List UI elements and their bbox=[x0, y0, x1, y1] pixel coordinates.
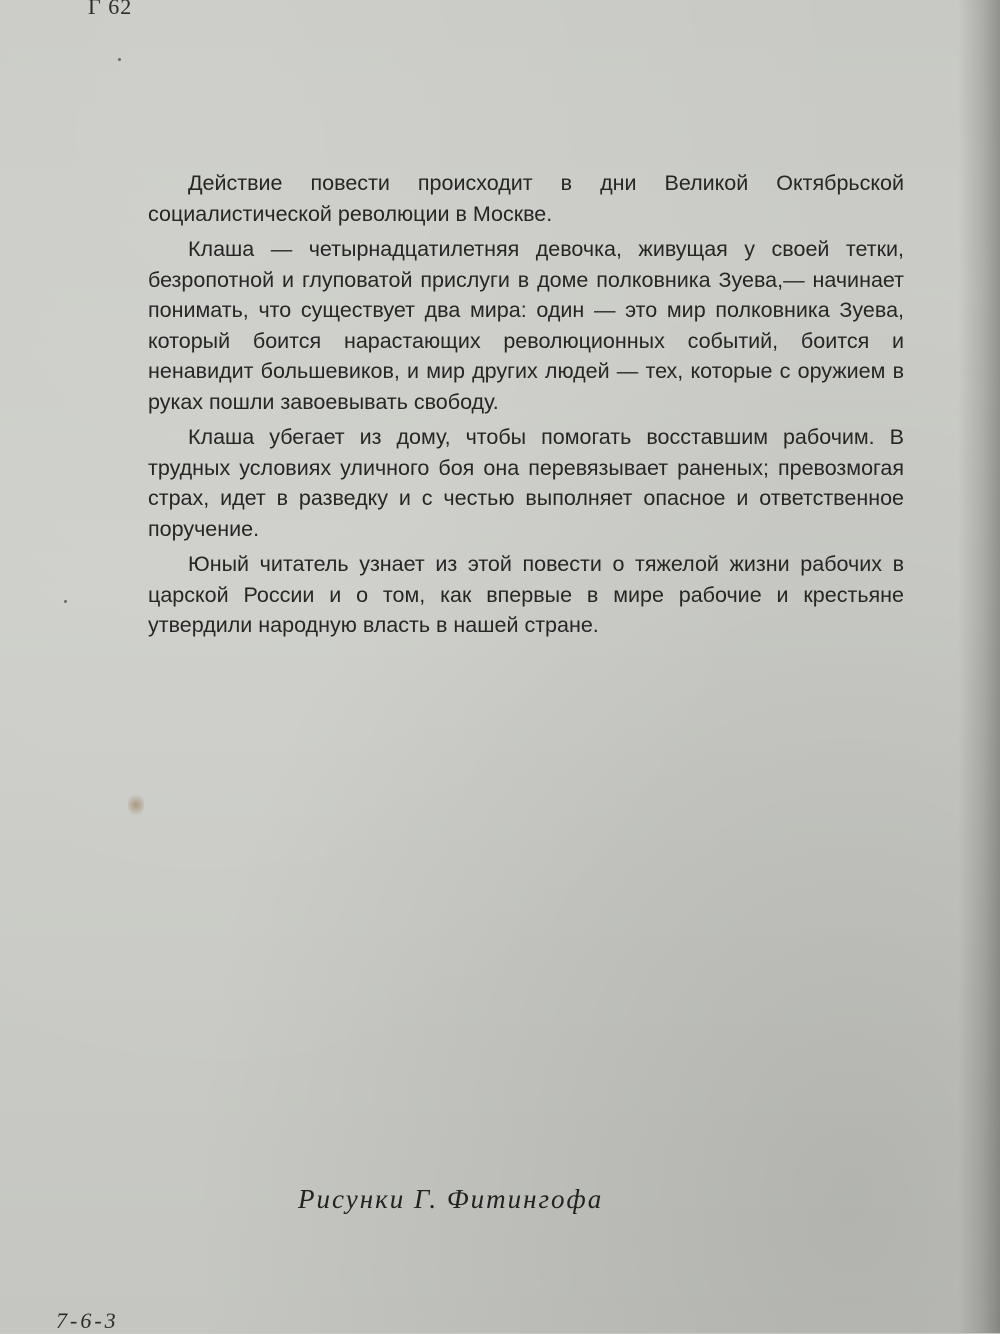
annotation-paragraph: Юный читатель узнает из этой повести о тяжелой жизни рабочих в царской России и о том, как впервые в мире рабочие и крестьяне утвердили народную власть в нашей стране. bbox=[148, 552, 904, 637]
book-annotation bbox=[148, 168, 904, 646]
library-index-code: Г 62 bbox=[88, 0, 133, 19]
paper-speck bbox=[64, 600, 67, 603]
annotation-paragraph: Действие повести происходит в дни Великой Октябрьской социалистической революции в Москве. bbox=[148, 171, 904, 226]
page-edge-shadow bbox=[958, 0, 1000, 1333]
paper-stain bbox=[128, 792, 144, 818]
annotation-paragraph: Клаша убегает из дому, чтобы помогать восставшим рабочим. В трудных условиях уличного боя она перевязывает раненых; превозмогая страх, идет в разведку и с честью выполняет опасное и ответственное поручение. bbox=[148, 425, 904, 541]
print-code: 7-6-3 bbox=[56, 1308, 119, 1333]
annotation-paragraph: Клаша — четырнадцатилетняя девочка, живущая у своей тетки, безропотной и глуповатой прислуги в доме полковника Зуева,— начинает понимать, что существует два мира: один — это мир полковника Зуева, который боится нарастающих революционных событий, боится и ненавидит большевиков, и мир других людей — тех, которые с оружием в руках пошли завоевывать свободу. bbox=[148, 237, 904, 414]
illustrator-credit: Рисунки Г. Фитингофа bbox=[298, 1184, 604, 1214]
paper-speck bbox=[118, 58, 121, 61]
